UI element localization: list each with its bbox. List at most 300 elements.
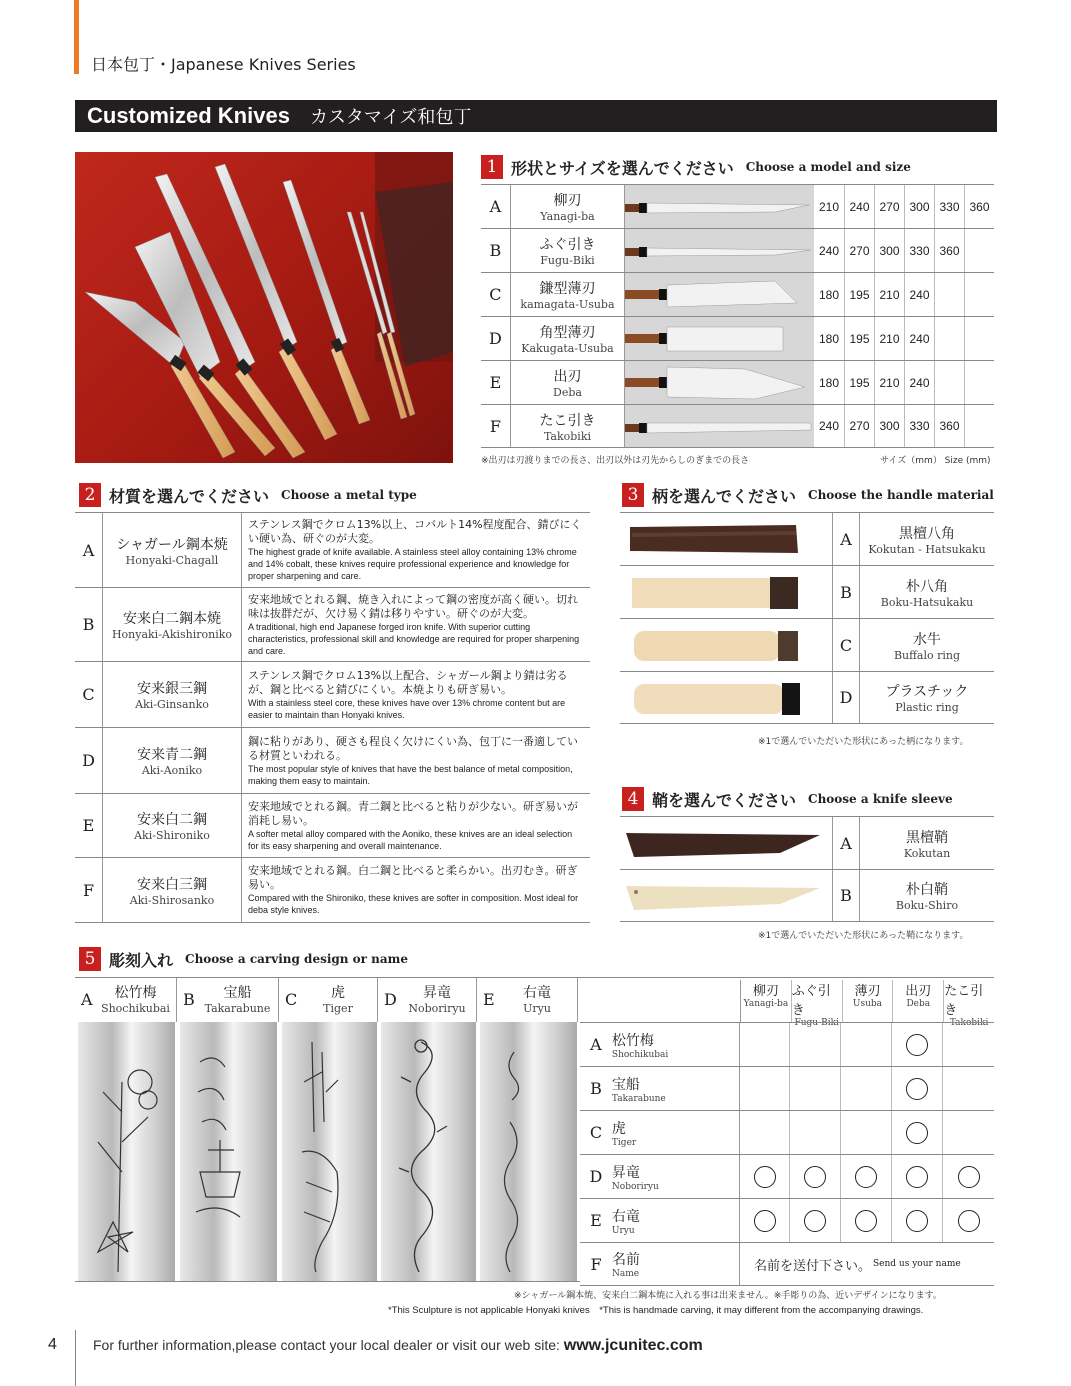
title-band [75, 100, 997, 132]
carving-name [612, 1243, 740, 1285]
size-option[interactable]: 300 [904, 185, 934, 228]
sleeve-row [620, 869, 994, 922]
column-header [791, 980, 843, 1028]
metal-name-jp: 安来銀三鋼 [137, 681, 207, 697]
available-circle-icon [906, 1122, 928, 1144]
column-header [893, 980, 944, 1022]
name-instruction-en: Send us your name [873, 1259, 961, 1269]
carving-letter: C [589, 1123, 603, 1142]
availability-cell [892, 1155, 943, 1198]
model-name-jp: 柳刃 [553, 193, 582, 209]
carving-name [612, 1155, 740, 1198]
model-name [511, 317, 625, 360]
section1-number: 1 [481, 155, 503, 179]
model-name-en: Takobiki [543, 429, 592, 443]
size-option[interactable]: 360 [964, 185, 994, 228]
carving-name [612, 1023, 740, 1066]
model-image-kakugata-usuba [625, 317, 814, 360]
metal-desc-en: Compared with the Shironiko, these knives are softer in composition. Most ideal for deba style knives. [248, 893, 579, 915]
model-name-jp: ふぐ引き [539, 237, 596, 253]
metal-row [75, 587, 590, 661]
model-name-jp: 鎌型薄刃 [539, 281, 596, 297]
section1-heading [481, 154, 911, 180]
section3-title-en: Choose the handle material [808, 488, 994, 502]
size-option[interactable]: 240 [818, 243, 840, 258]
metal-name [103, 794, 242, 857]
size-list [814, 229, 994, 272]
knives-photo [75, 152, 453, 463]
section2-number: 2 [79, 483, 101, 507]
design-name-en: Noboriryu [408, 1002, 466, 1015]
design-header [279, 978, 378, 1022]
metal-description [242, 513, 590, 587]
size-list [814, 273, 994, 316]
page-number: 4 [48, 1336, 57, 1353]
size-option[interactable]: 330 [904, 229, 934, 272]
column-header [843, 980, 894, 1022]
available-circle-icon [906, 1210, 928, 1232]
sleeve-row [620, 816, 994, 869]
name-carving-row [580, 1242, 994, 1286]
design-name-jp: 虎 [331, 985, 345, 1001]
footer-contact: For further information,please contact your local dealer or visit our web site: [93, 1337, 560, 1353]
availability-cell [841, 1199, 892, 1242]
size-option[interactable]: 195 [844, 317, 874, 360]
design-name-en: Shochikubai [101, 1002, 170, 1015]
carving-name-en: Tiger [611, 1137, 637, 1148]
metal-desc-jp: 鋼に粘りがあり、硬さも程良く欠けにくい為、包丁に一番適している材質といわれる。 [248, 734, 578, 762]
metal-desc-en: With a stainless steel core, these knives have over 13% chrome content but are easier to maintain than Honyaki knives. [248, 697, 566, 720]
model-image-takobiki [625, 405, 814, 447]
available-circle-icon [855, 1166, 877, 1188]
size-unit-note: サイズ（mm） Size (mm) [880, 456, 991, 466]
carving-letter: D [589, 1167, 603, 1186]
size-list [814, 185, 994, 228]
model-letter: F [481, 405, 511, 447]
size-option[interactable]: 195 [844, 273, 874, 316]
size-option [964, 229, 994, 272]
metal-description [242, 588, 590, 661]
section3-note: ※1で選んでいただいた形状にあった柄になります。 [758, 737, 969, 747]
model-row [481, 272, 994, 316]
available-circle-icon [754, 1210, 776, 1232]
model-letter: A [481, 185, 511, 228]
metal-name [103, 588, 242, 661]
design-name-jp: 昇竜 [423, 985, 451, 1001]
design-header [477, 978, 578, 1022]
metal-row [75, 727, 590, 793]
sleeve-name-en: Kokutan [903, 846, 951, 860]
size-option[interactable]: 300 [874, 405, 904, 447]
model-letter: D [481, 317, 511, 360]
column-header-jp: ふぐ引き [791, 984, 831, 1018]
section5-title-en: Choose a carving design or name [185, 952, 409, 966]
metal-desc-jp: 安来地域でとれる鋼。白二鋼と比べると柔らかい。出刃むき。研ぎ易い。 [248, 864, 578, 891]
size-list [814, 405, 994, 447]
model-name [511, 185, 625, 228]
model-name-jp: たこ引き [539, 412, 596, 429]
metal-desc-en: A softer metal alloy compared with the Aoniko, these knives are an ideal selection for its easy sharpening and overall maintenance. [248, 828, 573, 851]
design-letter: A [81, 990, 93, 1009]
column-header-jp: 柳刃 [752, 984, 779, 999]
carving-name-jp: 名前 [612, 1252, 640, 1268]
metal-row [75, 512, 590, 587]
size-option[interactable]: 210 [818, 199, 840, 214]
carving-image-takarabune [180, 1022, 278, 1282]
column-header-en: Fugu-Biki [794, 1018, 839, 1028]
metal-description [242, 728, 590, 793]
size-option[interactable]: 195 [844, 361, 874, 404]
section5-heading [79, 946, 408, 972]
model-name [511, 405, 625, 447]
metal-desc-jp: ステンレス鋼でクロム13%以上配合、シャガール鋼より錆は劣るが、鋼と比べると錆びにくい。本焼よりも研ぎ易い。 [248, 668, 568, 696]
carving-image-tiger [282, 1022, 378, 1282]
design-name-en: Takarabune [204, 1002, 271, 1015]
metal-name-jp: 安来青二鋼 [137, 747, 207, 763]
metal-desc-en: The highest grade of knife available. A stainless steel alloy containing 13% chrome and 14% cobalt, these knives require professional experience and knowledge for proper sharpening and care. [248, 547, 577, 581]
carving-image-noboriryu [381, 1022, 477, 1282]
metal-desc-jp: 安来地域でとれる鋼、焼き入れによって鋼の密度が高く硬い。切れ味は抜群だが、欠け易く錆は移りやすい。研ぐのが大変。 [248, 592, 578, 620]
metal-letter: C [75, 662, 103, 727]
model-name-jp: 出刃 [553, 369, 582, 385]
size-option [934, 361, 964, 404]
availability-cell [892, 1111, 943, 1154]
metal-name-en: Aki-Shirosanko [129, 893, 215, 907]
availability-cell [943, 1023, 994, 1066]
metal-row [75, 793, 590, 857]
carving-image-uryu [480, 1022, 578, 1282]
model-name-en: Kakugata-Usuba [521, 342, 614, 355]
metal-row [75, 661, 590, 727]
series-title: 日本包丁・Japanese Knives Series [91, 55, 356, 74]
section4-number: 4 [622, 787, 644, 811]
metal-letter: D [75, 728, 103, 793]
section3-heading [622, 482, 994, 508]
design-name-en: Uryu [523, 1002, 551, 1015]
knife-type-columns [740, 980, 994, 1028]
availability-cell [790, 1199, 841, 1242]
size-option [964, 361, 994, 404]
available-circle-icon [855, 1210, 877, 1232]
metal-name-jp: 安来白二鋼本焼 [123, 611, 221, 627]
size-option[interactable]: 240 [904, 317, 934, 360]
section5-number: 5 [79, 947, 101, 971]
carving-name [612, 1199, 740, 1242]
size-option[interactable]: 330 [934, 185, 964, 228]
design-header [378, 978, 477, 1022]
carving-bottom-rule [75, 1281, 580, 1282]
size-option[interactable]: 180 [818, 287, 840, 302]
size-option [964, 405, 994, 447]
size-option[interactable]: 270 [844, 229, 874, 272]
handle-name-jp: 黒檀八角 [899, 525, 955, 542]
size-option[interactable]: 210 [874, 361, 904, 404]
carving-name-en: Name [612, 1269, 640, 1279]
handle-row [620, 618, 994, 671]
metal-letter: E [75, 794, 103, 857]
size-option [964, 317, 994, 360]
model-name-en: Deba [553, 386, 582, 399]
model-letter: E [481, 361, 511, 404]
carving-name-en: Takarabune [611, 1093, 666, 1104]
section2-heading [79, 482, 417, 508]
carving-name-en: Noboriryu [611, 1181, 659, 1192]
size-option[interactable]: 300 [874, 229, 904, 272]
model-row [481, 404, 994, 448]
model-image-kamagata-usuba [625, 273, 814, 316]
handle-name [860, 672, 994, 723]
metal-desc-jp: ステンレス鋼でクロム13%以上、コバルト14%程度配合、錆びにくい硬い為、研ぐのが大変。 [248, 518, 582, 545]
design-name-jp: 宝船 [223, 985, 252, 1001]
handle-letter: C [832, 619, 860, 671]
availability-cell [841, 1067, 892, 1110]
website-link[interactable]: www.jcunitec.com [563, 1337, 703, 1354]
handle-row [620, 565, 994, 618]
column-header-jp: たこ引き [944, 984, 984, 1018]
carving-name-jp: 昇竜 [611, 1164, 640, 1181]
handle-image-plastic [620, 672, 832, 723]
available-circle-icon [958, 1210, 980, 1232]
metal-name [103, 662, 242, 727]
availability-cell [943, 1111, 994, 1154]
section1-title-jp: 形状とサイズを選んでください [511, 158, 734, 178]
metal-name-en: Honyaki-Akishironiko [111, 628, 233, 641]
footer-text [93, 1337, 703, 1355]
carving-row [580, 1154, 994, 1198]
sleeve-name [860, 870, 994, 921]
metal-name [103, 513, 242, 587]
size-list [814, 317, 994, 360]
design-name-jp: 右竜 [523, 985, 551, 1001]
model-letter: B [481, 229, 511, 272]
availability-cell [943, 1067, 994, 1110]
model-name [511, 229, 625, 272]
metal-name-en: Honyaki-Chagall [125, 553, 219, 567]
model-image-deba [625, 361, 814, 404]
metal-name-jp: 安来白三鋼 [137, 876, 207, 893]
metal-name [103, 858, 242, 922]
handle-letter: D [832, 672, 860, 723]
design-name [197, 978, 278, 1022]
column-header-jp: 薄刃 [854, 984, 881, 999]
design-name-en: Tiger [323, 1002, 353, 1015]
available-circle-icon [906, 1034, 928, 1056]
size-option [934, 273, 964, 316]
available-circle-icon [906, 1166, 928, 1188]
available-circle-icon [906, 1078, 928, 1100]
size-option[interactable]: 270 [874, 185, 904, 228]
sleeve-image-magnolia [620, 870, 832, 921]
availability-cell [740, 1155, 791, 1198]
design-letter: C [285, 990, 298, 1009]
availability-cell [892, 1067, 943, 1110]
carving-name [612, 1111, 740, 1154]
model-name-en: kamagata-Usuba [520, 298, 615, 311]
handle-letter: B [832, 566, 860, 618]
handle-name [860, 566, 994, 618]
design-name [95, 978, 176, 1022]
model-name-en: Fugu-Biki [540, 254, 595, 267]
design-name-jp: 松竹梅 [114, 985, 157, 1001]
size-option [964, 273, 994, 316]
header-accent-bar [74, 0, 79, 74]
carving-name-jp: 松竹梅 [611, 1032, 654, 1049]
availability-cell [790, 1155, 841, 1198]
carving-name-jp: 虎 [611, 1120, 626, 1137]
size-option[interactable]: 240 [844, 185, 874, 228]
model-image-fugubiki [625, 229, 814, 272]
availability-cell [740, 1111, 791, 1154]
design-name [398, 978, 476, 1022]
handle-name [860, 513, 994, 565]
carving-row [580, 1022, 994, 1066]
metal-desc-jp: 安来地域でとれる鋼。青二鋼と比べると粘りが少ない。研ぎ易いが消耗し易い。 [248, 799, 578, 827]
section5-note-jp: ※シャガール鋼本焼、安来白二鋼本焼に入れる事は出来ません。※手彫りの為、近いデザインになります。 [514, 1291, 942, 1301]
carving-row [580, 1110, 994, 1154]
carving-row [580, 1198, 994, 1242]
column-header-en: Usuba [852, 999, 883, 1009]
available-circle-icon [804, 1210, 826, 1232]
column-header [741, 980, 792, 1022]
model-name [511, 361, 625, 404]
carving-name [612, 1067, 740, 1110]
section5-note-en: *This Sculpture is not applicable Honyaki knives *This is handmade carving, it may different from the accompanying drawings. [388, 1305, 924, 1316]
carving-name-jp: 宝船 [611, 1076, 640, 1093]
sleeve-name-jp: 朴白鞘 [906, 882, 948, 898]
available-circle-icon [804, 1166, 826, 1188]
sleeve-name-en: Boku-Shiro [895, 899, 959, 912]
model-name-jp: 角型薄刃 [539, 325, 596, 341]
handle-name [860, 619, 994, 671]
handle-image-buffalo [620, 619, 832, 671]
available-circle-icon [958, 1166, 980, 1188]
metal-name-jp: 安来白二鋼 [137, 812, 207, 828]
sleeve-letter: A [832, 817, 860, 869]
size-option[interactable]: 210 [874, 273, 904, 316]
design-name [497, 978, 577, 1022]
size-option[interactable]: 240 [818, 419, 840, 433]
metal-row [75, 857, 590, 923]
model-name [511, 273, 625, 316]
section4-title-en: Choose a knife sleeve [808, 792, 953, 806]
metal-name-en: Aki-Aoniko [141, 764, 203, 777]
column-header-en: Takobiki [949, 1018, 989, 1028]
sleeve-letter: B [832, 870, 860, 921]
size-option[interactable]: 240 [904, 273, 934, 316]
handle-image-magnolia [620, 566, 832, 618]
carving-letter: E [590, 1211, 602, 1230]
metal-description [242, 794, 590, 857]
size-option[interactable]: 360 [934, 229, 964, 272]
carving-letter: A [590, 1035, 602, 1054]
handle-name-en: Kokutan - Hatsukaku [868, 542, 986, 556]
availability-cell [740, 1199, 791, 1242]
metal-desc-en: A traditional, high end Japanese forged iron knife. With superior cutting characteristics, professional skill and knowledge are required for proper sharpening and care. [248, 621, 580, 656]
design-header [75, 978, 177, 1022]
section2-title-en: Choose a metal type [281, 488, 417, 502]
column-header-jp: 出刃 [905, 984, 932, 999]
section3-number: 3 [622, 483, 644, 507]
name-instruction [740, 1243, 994, 1285]
model-name-en: Yanagi-ba [540, 210, 595, 223]
design-letter: E [483, 990, 495, 1009]
availability-cell [892, 1199, 943, 1242]
size-option[interactable]: 270 [844, 405, 874, 447]
page-title-jp: カスタマイズ和包丁 [309, 107, 472, 128]
section4-note: ※1で選んでいただいた形状にあった鞘になります。 [758, 931, 969, 941]
handle-name-en: Buffalo ring [893, 648, 961, 662]
availability-cell [841, 1155, 892, 1198]
availability-cell [740, 1023, 791, 1066]
carving-letter: F [590, 1254, 602, 1274]
handle-row [620, 512, 994, 565]
available-circle-icon [754, 1166, 776, 1188]
size-option[interactable]: 180 [818, 375, 840, 390]
section5-title-jp: 彫刻入れ [109, 950, 174, 970]
metal-letter: A [75, 513, 103, 587]
carving-name-en: Uryu [611, 1225, 635, 1236]
carving-image-shochikubai [78, 1022, 176, 1282]
metal-letter: B [75, 588, 103, 661]
metal-name-en: Aki-Shironiko [134, 829, 210, 842]
handle-image-ebony [620, 513, 832, 565]
availability-cell [943, 1199, 994, 1242]
page-title-en: Customized Knives [87, 103, 290, 128]
metal-description [242, 662, 590, 727]
section4-heading [622, 786, 953, 812]
model-row [481, 184, 994, 228]
column-header [944, 980, 994, 1028]
metal-description [242, 858, 590, 922]
model-row [481, 316, 994, 360]
availability-cell [790, 1067, 841, 1110]
metal-letter: F [75, 858, 103, 922]
handle-name-jp: 朴八角 [906, 578, 948, 595]
carving-name-en: Shochikubai [611, 1049, 669, 1060]
column-header-en: Deba [906, 999, 931, 1009]
metal-name [103, 728, 242, 793]
carving-letter: B [590, 1079, 602, 1098]
sleeve-image-ebony [620, 817, 832, 869]
sleeve-name-jp: 黒檀鞘 [906, 829, 948, 846]
metal-name-jp: シャガール鋼本焼 [116, 536, 228, 553]
size-option[interactable]: 330 [904, 405, 934, 447]
design-header [177, 978, 279, 1022]
handle-row [620, 671, 994, 724]
design-letter: B [183, 990, 195, 1009]
section2-title-jp: 材質を選んでください [109, 486, 270, 506]
availability-cell [841, 1111, 892, 1154]
model-letter: C [481, 273, 511, 316]
carving-name-jp: 右竜 [611, 1208, 640, 1225]
section3-title-jp: 柄を選んでください [652, 486, 797, 506]
availability-cell [790, 1111, 841, 1154]
handle-name-en: Plastic ring [895, 701, 959, 714]
size-list [814, 361, 994, 404]
size-option[interactable]: 360 [934, 405, 964, 447]
handle-name-en: Boku-Hatsukaku [880, 595, 974, 609]
design-letter: D [384, 990, 397, 1009]
model-row [481, 228, 994, 272]
design-name [299, 978, 377, 1022]
carving-row [580, 1066, 994, 1110]
column-header-en: Yanagi-ba [743, 999, 789, 1009]
size-option[interactable]: 240 [904, 361, 934, 404]
availability-cell [943, 1155, 994, 1198]
size-option[interactable]: 210 [874, 317, 904, 360]
size-option[interactable]: 180 [818, 331, 840, 346]
model-row [481, 360, 994, 404]
